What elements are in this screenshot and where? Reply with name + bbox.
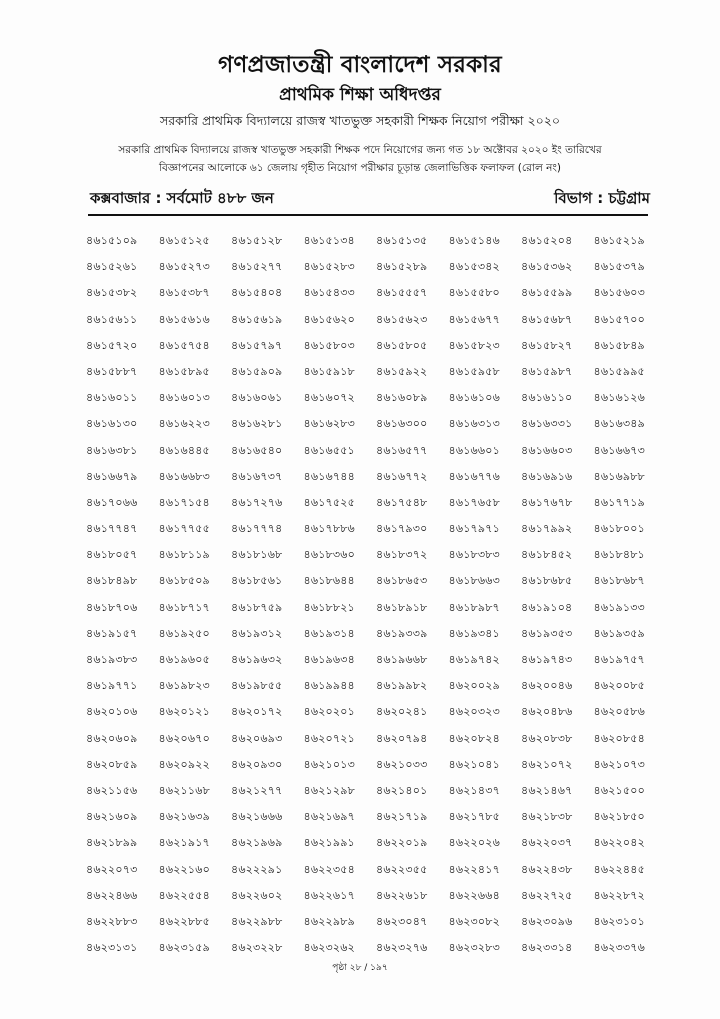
roll-number: ৪৬২১০১৩ — [303, 757, 355, 771]
roll-number: ৪৬১৫২৮৯ — [376, 260, 428, 274]
roll-number: ৪৬১৮৮২১ — [303, 600, 355, 614]
roll-number: ৪৬১৮৩৭২ — [376, 548, 428, 562]
roll-number: ৪৬১৫২৮৩ — [303, 260, 355, 274]
roll-number: ৪৬১৬২৮১ — [231, 417, 283, 431]
roll-number: ৪৬২১৮৯৯ — [86, 836, 138, 850]
roll-number: ৪৬১৯৭৭১ — [86, 679, 138, 693]
description-line-1: সরকারি প্রাথমিক বিদ্যালয়ে রাজস্ব খাতভুক্ত সহকারী শিক্ষক পদে নিয়োগের জন্য গত ১৮ অক্টোবর ২০২০ ইং তারিখের — [118, 144, 602, 156]
roll-number: ৪৬১৭০৬৬ — [86, 495, 138, 509]
roll-number: ৪৬১৫৮২৭ — [521, 338, 573, 352]
roll-number: ৪৬২৩০৯৬ — [521, 914, 573, 928]
roll-number: ৪৬২০৬৭০ — [158, 731, 210, 745]
roll-number: ৪৬২০৯২২ — [158, 757, 210, 771]
roll-number: ৪৬২১৮৩৮ — [521, 810, 573, 824]
roll-number: ৪৬২১৬৩৯ — [158, 810, 210, 824]
roll-number: ৪৬১৬২৮৩ — [303, 417, 355, 431]
roll-number: ৪৬১৬৫৭৭ — [376, 443, 428, 457]
roll-number: ৪৬১৬০৬১ — [231, 391, 283, 405]
roll-number: ৪৬২৩২৬২ — [303, 941, 355, 955]
roll-number: ৪৬১৫৬১৯ — [231, 312, 283, 326]
roll-number: ৪৬১৯৯৪৪ — [303, 679, 355, 693]
roll-number: ৪৬১৯৯৮২ — [376, 679, 428, 693]
roll-number: ৪৬১৮৩৮৩ — [448, 548, 500, 562]
roll-number: ৪৬১৬০১৩ — [158, 391, 210, 405]
roll-number: ৪৬১৯৬৩২ — [231, 653, 283, 666]
roll-number: ৪৬১৬৬৭৩ — [593, 443, 645, 457]
roll-number: ৪৬১৯১৩৩ — [593, 600, 645, 614]
roll-number: ৪৬১৫৮৯৫ — [158, 364, 210, 378]
roll-number: ৪৬১৫১৩৪ — [303, 234, 355, 247]
roll-number: ৪৬২৩২২৮ — [231, 941, 283, 955]
roll-number: ৪৬২০০৪৬ — [521, 679, 573, 693]
roll-number: ৪৬১৫৬০৩ — [593, 286, 645, 300]
roll-number: ৪৬১৫৭০০ — [593, 312, 645, 326]
roll-number: ৪৬১৭৭৭৪ — [231, 522, 283, 536]
roll-number: ৪৬১৫৪০৪ — [231, 286, 283, 300]
roll-number: ৪৬২১৬৯৭ — [303, 810, 355, 824]
roll-number: ৪৬১৬৬৮৩ — [158, 469, 210, 483]
roll-number: ৪৬১৯৩১৪ — [303, 626, 355, 640]
roll-number: ৪৬২২৭২৫ — [521, 888, 573, 902]
roll-number: ৪৬২৩১৩১ — [86, 941, 138, 955]
roll-number: ৪৬২২৪৩৮ — [521, 862, 573, 876]
roll-number: ৪৬১৯৬৬৮ — [376, 653, 428, 666]
roll-number: ৪৬১৯৩৪১ — [448, 626, 500, 640]
roll-number: ৪৬১৫৯৯৫ — [593, 364, 645, 378]
roll-number: ৪৬১৭৯৭১ — [448, 522, 500, 536]
roll-number: ৪৬২০৭৯৪ — [376, 731, 428, 745]
roll-number: ৪৬২০৮২৪ — [448, 731, 500, 745]
roll-number: ৪৬২২৬১৭ — [303, 888, 355, 902]
roll-number: ৪৬২২০৩৭ — [521, 836, 573, 850]
roll-number: ৪৬১৭৬৭৮ — [521, 495, 573, 509]
roll-number: ৪৬১৭৯৩০ — [376, 522, 428, 536]
roll-number: ৪৬১৫৯২২ — [376, 364, 428, 378]
roll-number: ৪৬১৫৬২০ — [303, 312, 355, 326]
roll-number: ৪৬১৫৭২০ — [86, 338, 138, 352]
roll-number: ৪৬১৮৫৬১ — [231, 574, 283, 588]
roll-number: ৪৬১৬৭৪৪ — [303, 469, 355, 483]
divider-rule — [88, 214, 648, 216]
roll-number: ৪৬২২১৬০ — [158, 862, 210, 876]
roll-number: ৪৬১৯১৫৭ — [86, 626, 138, 640]
roll-number: ৪৬১৫৫৫৭ — [376, 286, 428, 300]
roll-number: ৪৬১৯৭৪৩ — [521, 653, 573, 666]
roll-number: ৪৬২২৪৬৬ — [86, 888, 138, 902]
roll-number: ৪৬২১৭১৯ — [376, 810, 428, 824]
roll-number: ৪৬১৮৩৬০ — [303, 548, 355, 562]
roll-number: ৪৬১৫৬১৬ — [158, 312, 210, 326]
roll-number: ৪৬২১৭৮৫ — [448, 810, 500, 824]
roll-number: ৪৬১৬৩১৩ — [448, 417, 500, 431]
roll-number: ৪৬২০৫৮৬ — [593, 705, 645, 719]
roll-number: ৪৬১৬৯১৬ — [521, 469, 573, 483]
roll-number: ৪৬১৫৭৫৪ — [158, 338, 210, 352]
roll-number: ৪৬১৭৭১৯ — [593, 495, 645, 509]
roll-number: ৪৬১৫৬৮৭ — [521, 312, 573, 326]
roll-number: ৪৬২২৯৮৮ — [231, 914, 283, 928]
roll-number: ৪৬১৫২১৯ — [593, 234, 645, 247]
roll-number: ৪৬১৫১৪৬ — [448, 234, 500, 247]
roll-number: ৪৬১৮১৬৮ — [231, 548, 283, 562]
roll-number: ৪৬১৬৩৮১ — [86, 443, 138, 457]
district-total: কক্সবাজার : সর্বমোট ৪৮৮ জন — [90, 189, 274, 207]
roll-number: ৪৬১৮৬৫৩ — [376, 574, 428, 588]
roll-number: ৪৬১৮৪৫২ — [521, 548, 573, 562]
roll-number-grid — [86, 228, 666, 961]
roll-number: ৪৬১৫৬২৩ — [376, 312, 428, 326]
roll-number: ৪৬১৫৮২৩ — [448, 338, 500, 352]
division-label: বিভাগ : চট্টগ্রাম — [554, 189, 650, 207]
roll-number: ৪৬১৮৭১৭ — [158, 600, 210, 614]
roll-number: ৪৬১৮৯১৮ — [376, 600, 428, 614]
roll-number: ৪৬১৫৫৯৯ — [521, 286, 573, 300]
roll-number: ৪৬১৬১২৬ — [593, 391, 645, 405]
roll-number: ৪৬২২৬৬৪ — [448, 888, 500, 902]
roll-number: ৪৬২০৮৫৪ — [593, 731, 645, 745]
roll-number: ৪৬১৭৫৪৮ — [376, 495, 428, 509]
roll-number: ৪৬১৯৭৪২ — [448, 653, 500, 666]
roll-number: ৪৬১৭৫২৫ — [303, 495, 355, 509]
roll-number: ৪৬২১১৬৮ — [158, 783, 210, 797]
roll-number: ৪৬১৫৬৭৭ — [448, 312, 500, 326]
roll-number: ৪৬১৫৪৩৩ — [303, 286, 355, 300]
roll-number: ৪৬১৯৩৮৩ — [86, 653, 138, 666]
roll-number: ৪৬১৬৭৩৭ — [231, 469, 283, 483]
roll-number: ৪৬২০৪৮৬ — [521, 705, 573, 719]
roll-number: ৪৬২৩২৭৬ — [376, 941, 428, 955]
roll-number: ৪৬১৬৬০৩ — [521, 443, 573, 457]
roll-number: ৪৬১৫৮০৩ — [303, 338, 355, 352]
roll-number: ৪৬২১০৪১ — [448, 757, 500, 771]
page-number: পৃষ্ঠা ২৮ / ১৯৭ — [332, 963, 388, 973]
roll-number: ৪৬২২০২৬ — [448, 836, 500, 850]
roll-number: ৪৬২০১৭২ — [231, 705, 283, 719]
roll-number: ৪৬২২৮৮৫ — [158, 914, 210, 928]
roll-number: ৪৬২৩০৮২ — [448, 914, 500, 928]
roll-number: ৪৬২১৯১৭ — [158, 836, 210, 850]
roll-number: ৪৬১৫২৭৭ — [231, 260, 283, 274]
roll-number: ৪৬১৯৩৩৯ — [376, 626, 428, 640]
roll-number: ৪৬২০৬৯৩ — [231, 731, 283, 745]
roll-number: ৪৬২২০৭৩ — [86, 862, 138, 876]
roll-number: ৪৬১৫৭৯৭ — [231, 338, 283, 352]
roll-number: ৪৬১৯৮৫৫ — [231, 679, 283, 693]
roll-number: ৪৬২১০৩৩ — [376, 757, 428, 771]
roll-number: ৪৬১৫৩৮২ — [86, 286, 138, 300]
roll-number: ৪৬১৫৩৭৯ — [593, 260, 645, 274]
roll-number: ৪৬২১৫০০ — [593, 783, 645, 797]
description-line-2: বিজ্ঞাপনের আলোকে ৬১ জেলায় গৃহীত নিয়োগ পরীক্ষার চূড়ান্ত জেলাভিত্তিক ফলাফল (রোল নং) — [159, 162, 561, 174]
roll-number: ৪৬১৮৫০৯ — [158, 574, 210, 588]
roll-number: ৪৬২২৬১৮ — [376, 888, 428, 902]
roll-number: ৪৬১৬৪৪৫ — [158, 443, 210, 457]
roll-number: ৪৬২১৮৫০ — [593, 810, 645, 824]
roll-number: ৪৬২২৫৫৪ — [158, 888, 210, 902]
roll-number: ৪৬১৬৭৭২ — [376, 469, 428, 483]
roll-number: ৪৬১৯৮২৩ — [158, 679, 210, 693]
roll-number: ৪৬১৬৭৭৬ — [448, 469, 500, 483]
roll-number: ৪৬১৭২৭৬ — [231, 495, 283, 509]
roll-number: ৪৬১৮৬৮৫ — [521, 574, 573, 588]
roll-number: ৪৬১৯৬৩৪ — [303, 653, 355, 666]
roll-number: ৪৬২১২৭৭ — [231, 783, 283, 797]
roll-number: ৪৬১৬৬০১ — [448, 443, 500, 457]
roll-number: ৪৬১৬৩৩১ — [521, 417, 573, 431]
roll-number: ৪৬১৬০১১ — [86, 391, 138, 405]
roll-number: ৪৬১৫২০৪ — [521, 234, 573, 247]
roll-number: ৪৬১৮৪৯৮ — [86, 574, 138, 588]
roll-number: ৪৬২০৭২১ — [303, 731, 355, 745]
roll-number: ৪৬১৮১১৯ — [158, 548, 210, 562]
roll-number: ৪৬১৫৮৪৯ — [593, 338, 645, 352]
roll-number: ৪৬২২২৯১ — [231, 862, 283, 876]
roll-number: ৪৬১৮৪৮১ — [593, 548, 645, 562]
roll-number: ৪৬১৬৫৪০ — [231, 443, 283, 457]
roll-number: ৪৬১৫২৬১ — [86, 260, 138, 274]
roll-number: ৪৬২০১০৬ — [86, 705, 138, 719]
roll-number: ৪৬১৮৭৫৯ — [231, 600, 283, 614]
roll-number: ৪৬২২৪১৭ — [448, 862, 500, 876]
roll-number: ৪৬১৮৬৬৩ — [448, 574, 500, 588]
roll-number: ৪৬২২৮৮৩ — [86, 914, 138, 928]
roll-number: ৪৬২২৩৫৫ — [376, 862, 428, 876]
roll-number: ৪৬২১০৭৩ — [593, 757, 645, 771]
roll-number: ৪৬২০০২৯ — [448, 679, 500, 693]
roll-number: ৪৬১৯৬০৫ — [158, 653, 210, 666]
roll-number: ৪৬১৫৯৫৮ — [448, 364, 500, 378]
roll-number: ৪৬১৯২৫০ — [158, 626, 210, 640]
roll-number: ৪৬১৬১৩০ — [86, 417, 138, 431]
roll-number: ৪৬১৫৮০৫ — [376, 338, 428, 352]
roll-number: ৪৬২০২০১ — [303, 705, 355, 719]
roll-number: ৪৬১৫১৩৫ — [376, 234, 428, 247]
roll-number: ৪৬১৫৯৮৭ — [521, 364, 573, 378]
roll-number: ৪৬২২৯৮৯ — [303, 914, 355, 928]
roll-number: ৪৬২২০১৯ — [376, 836, 428, 850]
roll-number: ৪৬২৩৩৭৬ — [593, 941, 645, 955]
roll-number: ৪৬২২৪৪৫ — [593, 862, 645, 876]
roll-number: ৪৬১৬০৮৯ — [376, 391, 428, 405]
roll-number: ৪৬১৬৯৮৮ — [593, 469, 645, 483]
roll-number: ৪৬১৮৬৪৪ — [303, 574, 355, 588]
roll-number: ৪৬১৫৩৪২ — [448, 260, 500, 274]
roll-number: ৪৬১৬০৭২ — [303, 391, 355, 405]
roll-number: ৪৬২১৬০৯ — [86, 810, 138, 824]
roll-number: ৪৬১৫৮৮৭ — [86, 364, 138, 378]
roll-number: ৪৬১৯১০৪ — [521, 600, 573, 614]
roll-number: ৪৬২৩১০১ — [593, 914, 645, 928]
roll-number: ৪৬২০৮৩৮ — [521, 731, 573, 745]
roll-number: ৪৬২০৬০৯ — [86, 731, 138, 745]
roll-number: ৪৬২২০৪২ — [593, 836, 645, 850]
roll-number: ৪৬২০৩২৩ — [448, 705, 500, 719]
roll-number: ৪৬২১৯৯১ — [303, 836, 355, 850]
roll-number: ৪৬১৮৭০৬ — [86, 600, 138, 614]
roll-number: ৪৬১৫৩৬২ — [521, 260, 573, 274]
roll-number: ৪৬১৮০০১ — [593, 522, 645, 536]
roll-number: ৪৬১৭১৫৪ — [158, 495, 210, 509]
roll-number: ৪৬১৮৯৮৭ — [448, 600, 500, 614]
roll-number: ৪৬১৭৭৪৭ — [86, 522, 138, 536]
roll-number: ৪৬১৫৫৮০ — [448, 286, 500, 300]
roll-number: ৪৬২২৮৭২ — [593, 888, 645, 902]
roll-number: ৪৬১৬৩০০ — [376, 417, 428, 431]
exam-title: সরকারি প্রাথমিক বিদ্যালয়ে রাজস্ব খাতভুক্ত সহকারী শিক্ষক নিয়োগ পরীক্ষা ২০২০ — [160, 113, 560, 128]
roll-number: ৪৬১৬৬৭৯ — [86, 469, 138, 483]
roll-number: ৪৬১৯৩৫৯ — [593, 626, 645, 640]
roll-number: ৪৬২১৪৬৭ — [521, 783, 573, 797]
roll-number: ৪৬২০১২১ — [158, 705, 210, 719]
roll-number: ৪৬১৭৬৫৮ — [448, 495, 500, 509]
district-bar — [90, 187, 650, 213]
roll-number: ৪৬১৬২২৩ — [158, 417, 210, 431]
roll-number: ৪৬১৯৩১২ — [231, 626, 283, 640]
department-name: প্রাথমিক শিক্ষা অধিদপ্তর — [279, 85, 441, 105]
roll-number: ৪৬২১৬৬৬ — [231, 810, 283, 824]
roll-number: ৪৬১৫১২৮ — [231, 234, 283, 247]
roll-number: ৪৬১৭৯৯২ — [521, 522, 573, 536]
roll-number: ৪৬১৮০৫৭ — [86, 548, 138, 562]
roll-number: ৪৬২১৪০১ — [376, 783, 428, 797]
roll-number: ৪৬২২৬০২ — [231, 888, 283, 902]
roll-number: ৪৬১৬৩৪৯ — [593, 417, 645, 431]
roll-number: ৪৬১৬১০৬ — [448, 391, 500, 405]
roll-number: ৪৬১৬৫৫১ — [303, 443, 355, 457]
roll-number: ৪৬১৫৯১৮ — [303, 364, 355, 378]
roll-number: ৪৬২১১৫৬ — [86, 783, 138, 797]
roll-number: ৪৬১৫৯০৯ — [231, 364, 283, 378]
roll-number: ৪৬২০০৮৫ — [593, 679, 645, 693]
roll-number: ৪৬২১৪৩৭ — [448, 783, 500, 797]
roll-number: ৪৬২৩৩১৪ — [521, 941, 573, 955]
government-title: গণপ্রজাতন্ত্রী বাংলাদেশ সরকার — [218, 52, 502, 78]
roll-number: ৪৬১৫২৭৩ — [158, 260, 210, 274]
roll-number: ৪৬২৩১৫৯ — [158, 941, 210, 955]
roll-number: ৪৬২১২৯৮ — [303, 783, 355, 797]
roll-number: ৪৬২৩২৮৩ — [448, 941, 500, 955]
roll-number: ৪৬১৫১২৫ — [158, 234, 210, 247]
roll-number: ৪৬২০২৪১ — [376, 705, 428, 719]
roll-number: ৪৬১৭৮৮৬ — [303, 522, 355, 536]
roll-number: ৪৬২১০৭২ — [521, 757, 573, 771]
roll-number: ৪৬২০৯৩০ — [231, 757, 283, 771]
roll-number: ৪৬১৫৬১১ — [86, 312, 138, 326]
roll-number: ৪৬১৮৬৮৭ — [593, 574, 645, 588]
roll-number: ৪৬২৩০৪৭ — [376, 914, 428, 928]
roll-number: ৪৬১৬১১০ — [521, 391, 573, 405]
roll-number: ৪৬১৯৩৫৩ — [521, 626, 573, 640]
roll-number: ৪৬২২৩৫৪ — [303, 862, 355, 876]
roll-number: ৪৬২১৯৬৯ — [231, 836, 283, 850]
roll-number: ৪৬১৫৩৮৭ — [158, 286, 210, 300]
roll-number: ৪৬২০৮৫৯ — [86, 757, 138, 771]
roll-number: ৪৬১৯৭৫৭ — [593, 653, 645, 666]
roll-number: ৪৬১৫১০৯ — [86, 234, 138, 247]
exam-description — [60, 141, 660, 177]
roll-number: ৪৬১৭৭৫৫ — [158, 522, 210, 536]
